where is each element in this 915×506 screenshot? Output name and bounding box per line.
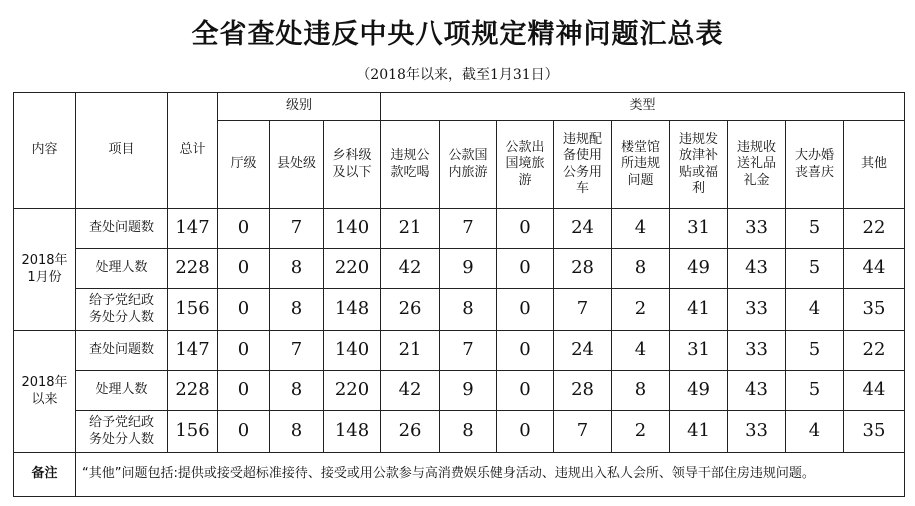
level-value: 0: [218, 289, 270, 331]
type-value: 22: [844, 209, 905, 249]
row-item-label: 给予党纪政 务处分人数: [76, 289, 168, 331]
header-row-1: [14, 93, 905, 121]
type-value: 0: [497, 331, 554, 371]
type-value: 7: [554, 411, 612, 453]
level-value: 0: [218, 209, 270, 249]
type-value: 22: [844, 331, 905, 371]
type-value: 4: [612, 209, 670, 249]
type-value: 44: [844, 371, 905, 411]
row-total: 228: [168, 371, 218, 411]
type-value: 26: [381, 289, 440, 331]
type-value: 9: [440, 249, 497, 289]
type-value: 7: [554, 289, 612, 331]
table-row: [14, 289, 905, 331]
type-value: 41: [670, 289, 728, 331]
type-value: 9: [440, 371, 497, 411]
type-value: 31: [670, 331, 728, 371]
type-value: 24: [554, 209, 612, 249]
level-value: 0: [218, 371, 270, 411]
type-value: 33: [728, 331, 786, 371]
level-value: 148: [324, 289, 381, 331]
type-value: 7: [440, 209, 497, 249]
table-row: [14, 331, 905, 371]
type-value: 33: [728, 289, 786, 331]
type-value: 8: [612, 371, 670, 411]
type-value: 8: [612, 249, 670, 289]
level-value: 148: [324, 411, 381, 453]
row-item-label: 处理人数: [76, 249, 168, 289]
header-type-group: 类型: [381, 93, 905, 121]
type-value: 0: [497, 411, 554, 453]
type-value: 43: [728, 249, 786, 289]
row-total: 147: [168, 209, 218, 249]
level-value: 8: [270, 371, 324, 411]
type-value: 0: [497, 289, 554, 331]
level-value: 8: [270, 411, 324, 453]
summary-table: [13, 92, 905, 497]
note-text: “其他”问题包括:提供或接受超标准接待、接受或用公款参与高消费娱乐健身活动、违规出入私人会所、领导干部住房违规问题。: [76, 453, 905, 497]
type-value: 31: [670, 209, 728, 249]
page-subtitle: （2018年以来，截至1月31日）: [356, 67, 559, 83]
header-type-8: 其他: [844, 121, 905, 209]
level-value: 0: [218, 331, 270, 371]
level-value: 8: [270, 289, 324, 331]
type-value: 2: [612, 289, 670, 331]
type-value: 4: [786, 289, 844, 331]
header-type-1: 公款国 内旅游: [440, 121, 497, 209]
type-value: 33: [728, 411, 786, 453]
type-value: 7: [440, 331, 497, 371]
type-value: 5: [786, 249, 844, 289]
level-value: 0: [218, 249, 270, 289]
type-value: 5: [786, 371, 844, 411]
level-value: 0: [218, 411, 270, 453]
type-value: 5: [786, 331, 844, 371]
type-value: 26: [381, 411, 440, 453]
level-value: 220: [324, 249, 381, 289]
table-row: [14, 411, 905, 453]
type-value: 49: [670, 249, 728, 289]
header-content: 内容: [14, 93, 76, 209]
type-value: 4: [612, 331, 670, 371]
header-item: 项目: [76, 93, 168, 209]
note-row: [14, 453, 905, 497]
row-total: 228: [168, 249, 218, 289]
header-level-2: 乡科级 及以下: [324, 121, 381, 209]
row-total: 147: [168, 331, 218, 371]
level-value: 140: [324, 209, 381, 249]
type-value: 0: [497, 249, 554, 289]
type-value: 28: [554, 371, 612, 411]
type-value: 24: [554, 331, 612, 371]
row-item-label: 处理人数: [76, 371, 168, 411]
type-value: 21: [381, 331, 440, 371]
type-value: 41: [670, 411, 728, 453]
group-label: 2018年 以来: [14, 331, 76, 453]
level-value: 7: [270, 209, 324, 249]
type-value: 0: [497, 371, 554, 411]
table-row: [14, 371, 905, 411]
type-value: 42: [381, 371, 440, 411]
header-type-4: 楼堂馆 所违规 问题: [612, 121, 670, 209]
type-value: 43: [728, 371, 786, 411]
header-type-3: 违规配 备使用 公务用 车: [554, 121, 612, 209]
type-value: 28: [554, 249, 612, 289]
type-value: 5: [786, 209, 844, 249]
type-value: 21: [381, 209, 440, 249]
type-value: 2: [612, 411, 670, 453]
header-total: 总计: [168, 93, 218, 209]
header-type-6: 违规收 送礼品 礼金: [728, 121, 786, 209]
type-value: 42: [381, 249, 440, 289]
page-title: 全省查处违反中央八项规定精神问题汇总表: [191, 19, 724, 50]
type-value: 35: [844, 289, 905, 331]
row-item-label: 给予党纪政 务处分人数: [76, 411, 168, 453]
row-total: 156: [168, 289, 218, 331]
table-row: [14, 209, 905, 249]
header-type-0: 违规公 款吃喝: [381, 121, 440, 209]
header-level-0: 厅级: [218, 121, 270, 209]
type-value: 8: [440, 289, 497, 331]
header-type-2: 公款出 国境旅 游: [497, 121, 554, 209]
table-row: [14, 249, 905, 289]
header-type-7: 大办婚 丧喜庆: [786, 121, 844, 209]
type-value: 44: [844, 249, 905, 289]
level-value: 7: [270, 331, 324, 371]
type-value: 33: [728, 209, 786, 249]
row-item-label: 查处问题数: [76, 209, 168, 249]
type-value: 0: [497, 209, 554, 249]
header-type-5: 违规发 放津补 贴或福 利: [670, 121, 728, 209]
level-value: 220: [324, 371, 381, 411]
level-value: 8: [270, 249, 324, 289]
group-label: 2018年 1月份: [14, 209, 76, 331]
type-value: 35: [844, 411, 905, 453]
level-value: 140: [324, 331, 381, 371]
type-value: 4: [786, 411, 844, 453]
header-level-group: 级别: [218, 93, 381, 121]
row-item-label: 查处问题数: [76, 331, 168, 371]
row-total: 156: [168, 411, 218, 453]
note-label: 备注: [14, 453, 76, 497]
type-value: 49: [670, 371, 728, 411]
header-level-1: 县处级: [270, 121, 324, 209]
type-value: 8: [440, 411, 497, 453]
